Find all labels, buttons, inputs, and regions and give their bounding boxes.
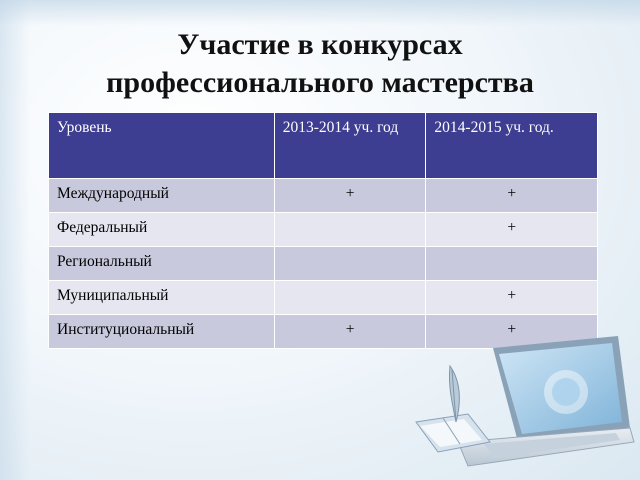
row-level-label: Институциональный [49,315,275,349]
laptop-icon [398,330,638,480]
row-level-label: Федеральный [49,213,275,247]
table-row [49,213,598,247]
row-level-label: Международный [49,179,275,213]
cell-2014-2015: + [426,179,598,213]
competition-table [48,112,598,349]
background-top-band [0,0,640,26]
row-level-label: Муниципальный [49,281,275,315]
header-year-2013-2014: 2013-2014 уч. год [274,113,426,179]
quill-icon [449,366,459,422]
header-year-2014-2015: 2014-2015 уч. год. [426,113,598,179]
cell-2013-2014 [274,247,426,281]
cell-2013-2014: + [274,179,426,213]
table-row [49,281,598,315]
cell-2013-2014 [274,281,426,315]
slide-title [0,26,640,102]
table-row [49,247,598,281]
header-level: Уровень [49,113,275,179]
cell-2014-2015: + [426,315,598,349]
slide-title-line1: Участие в конкурсах [177,28,463,61]
cell-2014-2015 [426,247,598,281]
slide-title-line2: профессионального мастерства [106,66,534,99]
cell-2014-2015: + [426,213,598,247]
cell-2013-2014 [274,213,426,247]
cell-2014-2015: + [426,281,598,315]
cell-2013-2014: + [274,315,426,349]
table-row [49,179,598,213]
row-level-label: Региональный [49,247,275,281]
table-header-row [49,113,598,179]
